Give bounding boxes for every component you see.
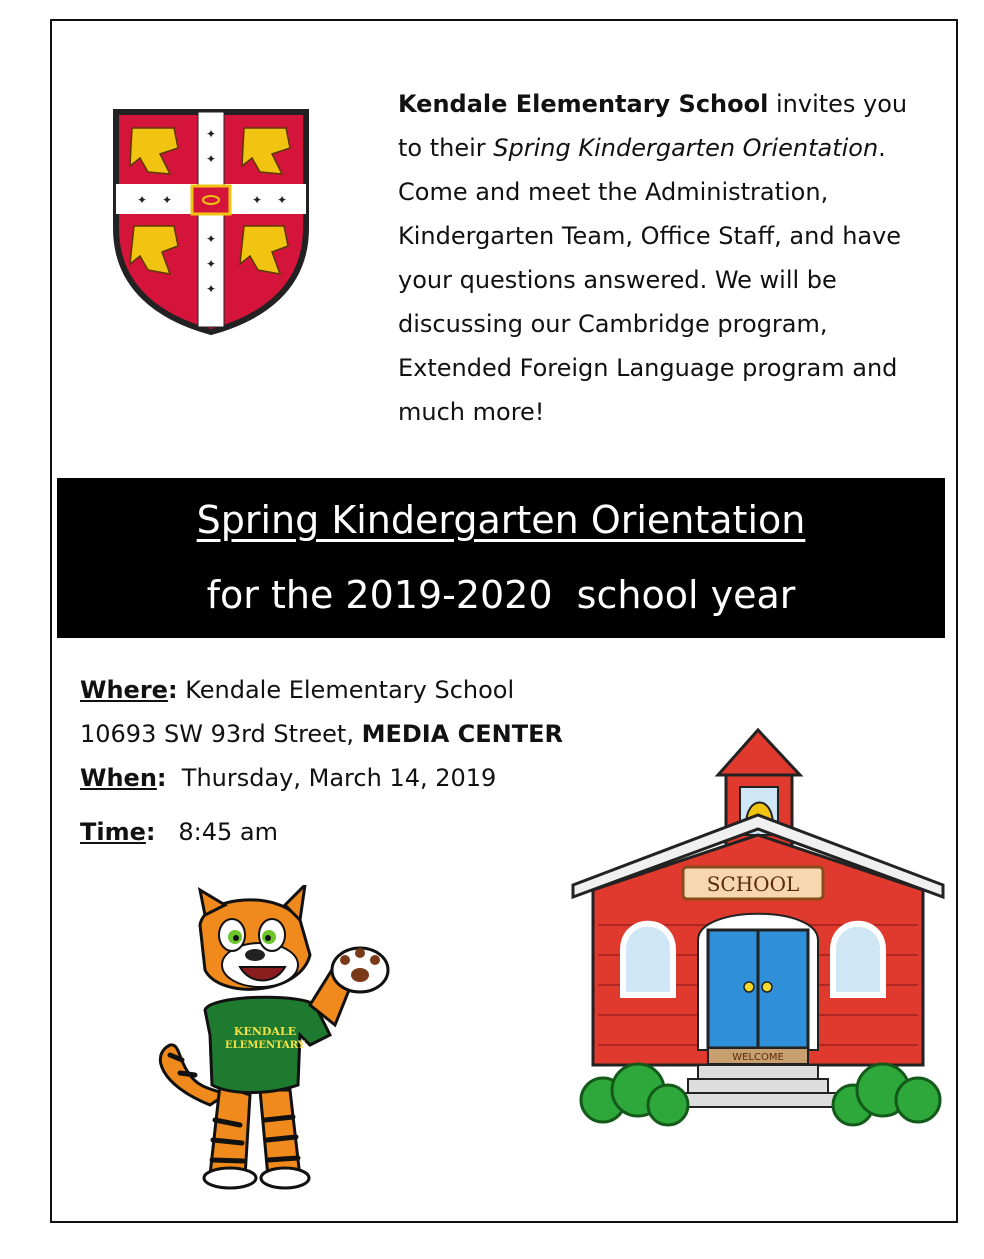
welcome-mat-text: WELCOME — [732, 1052, 784, 1063]
svg-text:✦: ✦ — [276, 193, 288, 207]
where-colon: : — [167, 676, 178, 704]
event-name-italic: Spring Kindergarten Orientation — [493, 134, 879, 162]
time-label: Time — [80, 818, 146, 846]
when-line — [80, 764, 496, 792]
svg-text:✦: ✦ — [205, 127, 217, 141]
banner-title: Spring Kindergarten Orientation — [196, 498, 806, 542]
svg-text:✦: ✦ — [136, 193, 148, 207]
when-colon: : — [156, 764, 167, 792]
banner-subtitle: for the 2019-2020 school year — [206, 573, 796, 617]
event-banner — [57, 478, 945, 638]
intro-text-1: invites you to their — [398, 90, 908, 162]
school-name: Kendale Elementary School — [398, 90, 769, 118]
time-value: 8:45 am — [155, 818, 278, 846]
address-line — [80, 720, 563, 748]
svg-text:✦: ✦ — [251, 193, 263, 207]
when-label: When — [80, 764, 157, 792]
when-value: Thursday, March 14, 2019 — [166, 764, 497, 792]
intro-paragraph — [398, 82, 938, 434]
shirt-text-line2: ELEMENTARY — [225, 1040, 305, 1051]
where-line — [80, 676, 514, 704]
address-text: 10693 SW 93rd Street, — [80, 720, 362, 748]
school-sign-text: SCHOOL — [706, 872, 800, 896]
address-bold: MEDIA CENTER — [361, 720, 564, 748]
tiger-mascot-illustration — [150, 885, 400, 1195]
svg-text:✦: ✦ — [205, 257, 217, 271]
where-value: Kendale Elementary School — [177, 676, 515, 704]
shirt-text-line1: KENDALE — [233, 1025, 297, 1038]
svg-text:✦: ✦ — [205, 232, 217, 246]
where-label: Where — [80, 676, 168, 704]
schoolhouse-illustration — [568, 725, 948, 1135]
svg-text:✦: ✦ — [205, 282, 217, 296]
svg-text:✦: ✦ — [161, 193, 173, 207]
cambridge-crest — [112, 108, 310, 336]
svg-text:✦: ✦ — [205, 152, 217, 166]
time-line — [80, 818, 278, 846]
intro-text-2: . Come and meet the Administration, Kindergarten Team, Office Staff, and have your questions answered. We will be discussing our Cambridge program, Extended Foreign Language program and much more! — [398, 134, 902, 426]
time-colon: : — [145, 818, 156, 846]
